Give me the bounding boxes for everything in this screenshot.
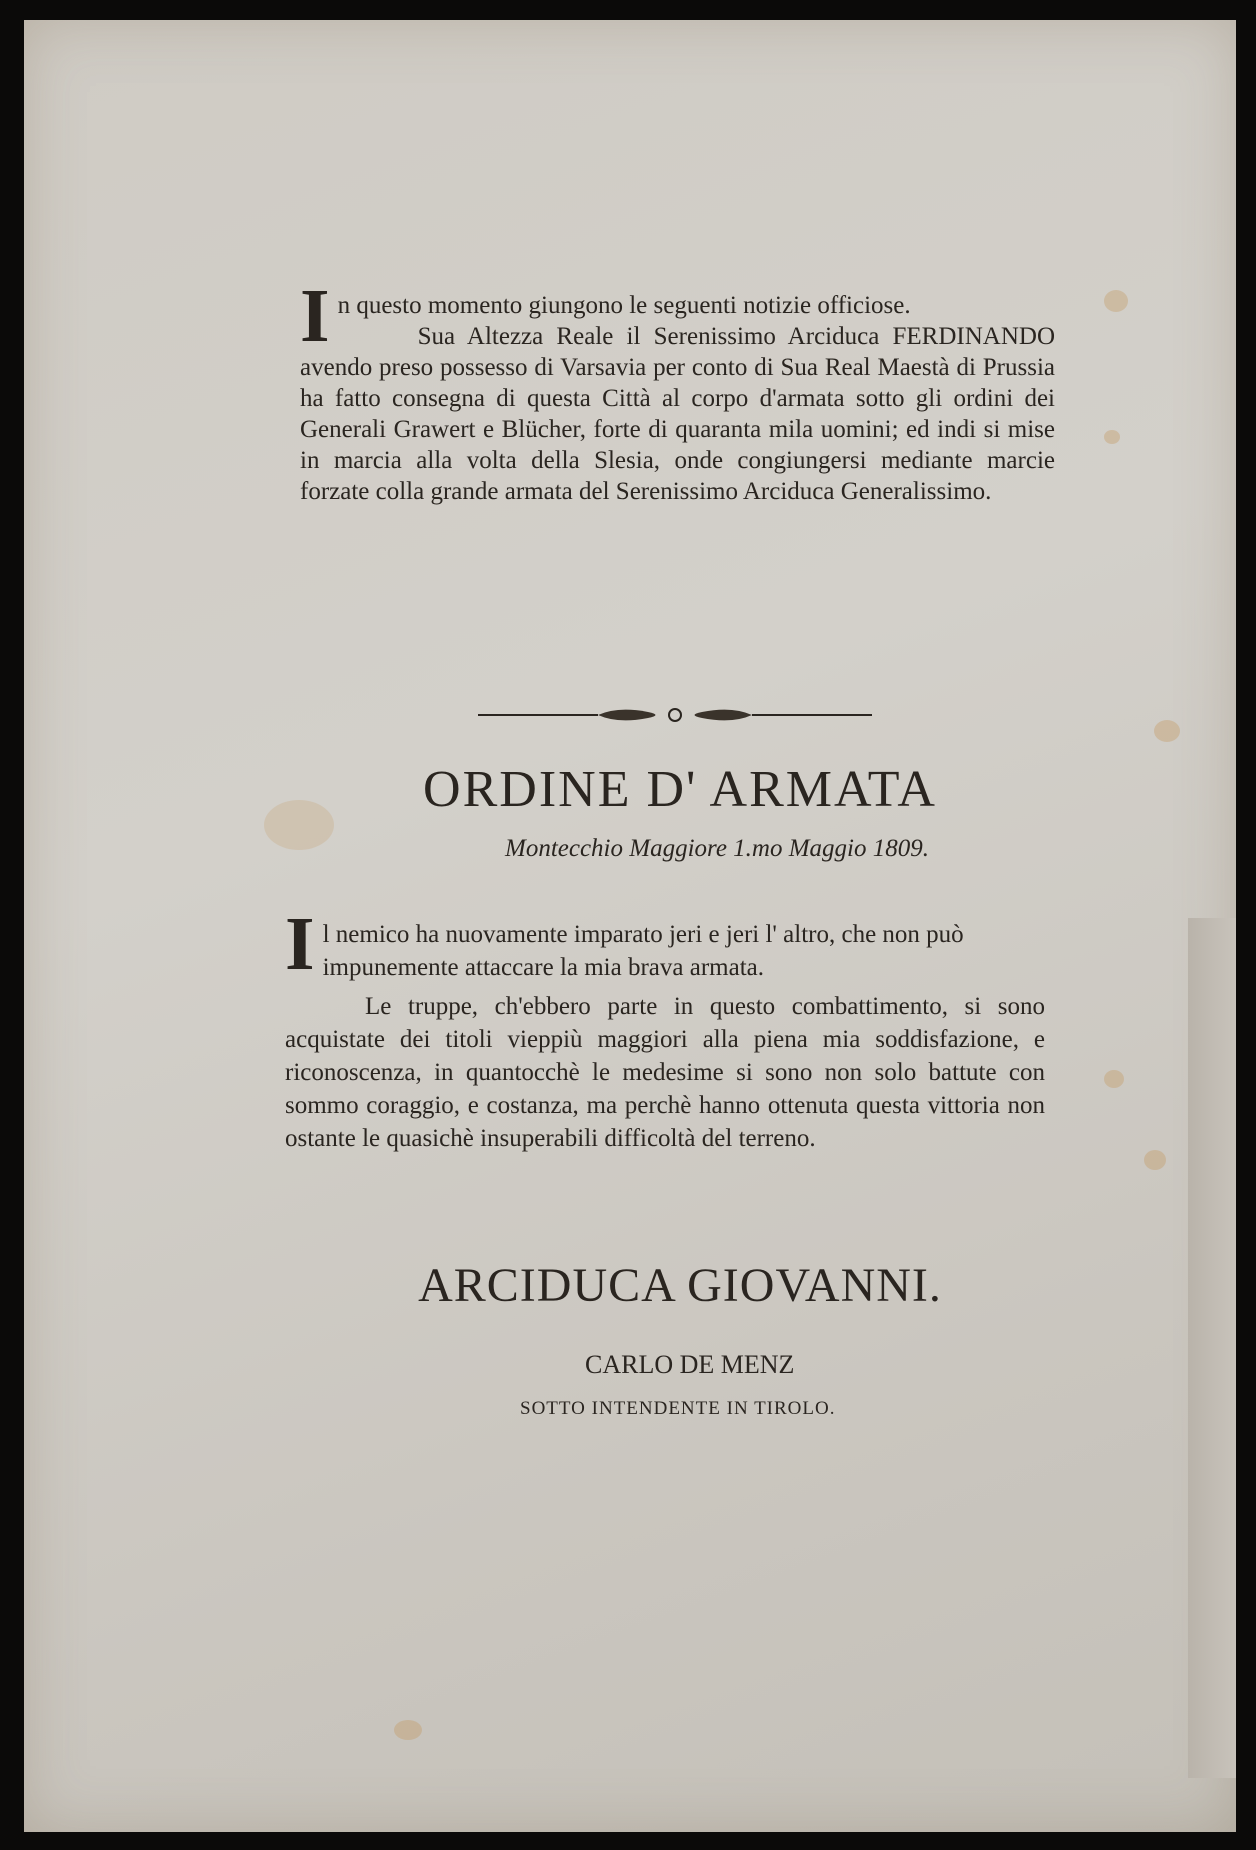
order-first-paragraph	[285, 902, 1045, 986]
foxing-stain	[1154, 720, 1180, 742]
order-second-paragraph: Le truppe, ch'ebbero parte in questo combattimento, si sono acquistate dei titoli vieppiù maggiori alla piena mia soddisfazione, e riconoscenza, in quantocchè le medesime si sono non solo battute con sommo coraggio, e costanza, ma perchè hanno ottenuta questa vittoria non ostante le quasichè insuperabili difficoltà del terreno.	[285, 993, 1045, 1152]
order-first-text: l nemico ha nuovamente imparato jeri e jeri l' altro, che non può impunemente attaccare la mia brava armata.	[322, 921, 964, 981]
order-dropcap: I	[285, 902, 315, 986]
order-text	[285, 902, 1045, 1155]
foxing-stain	[1104, 430, 1120, 444]
intro-dropcap: I	[300, 274, 330, 358]
order-dateline: Montecchio Maggiore 1.mo Maggio 1809.	[505, 835, 929, 862]
countersigner-title: SOTTO INTENDENTE IN TIROLO.	[520, 1398, 836, 1419]
paper-fold	[1188, 918, 1236, 1778]
foxing-stain	[1104, 1070, 1124, 1088]
intro-first-paragraph	[300, 274, 1055, 358]
foxing-stain	[394, 1720, 422, 1740]
decorative-ornament	[478, 700, 872, 730]
intro-first-line: n questo momento giungono le seguenti notizie officiose.	[337, 292, 911, 319]
countersigner-name: CARLO DE MENZ	[585, 1350, 795, 1379]
foxing-stain	[1104, 290, 1128, 312]
intro-notice	[300, 274, 1055, 507]
foxing-stain	[1144, 1150, 1166, 1170]
intro-paragraph: Sua Altezza Reale il Serenissimo Arciduca FERDINANDO avendo preso possesso di Varsavia per conto di Sua Real Maestà di Prussia ha fatto consegna di questa Città al corpo d'armata sotto gli ordini dei Generali Grawert e Blücher, forte di quaranta mila uomini; ed indi si mise in marcia alla volta della Slesia, onde congiungersi mediante marcie forzate colla grande armata del Serenissimo Arciduca Generalissimo.	[300, 323, 1055, 505]
order-title: ORDINE D' ARMATA	[423, 761, 937, 818]
signature-name: ARCIDUCA GIOVANNI.	[418, 1259, 942, 1312]
